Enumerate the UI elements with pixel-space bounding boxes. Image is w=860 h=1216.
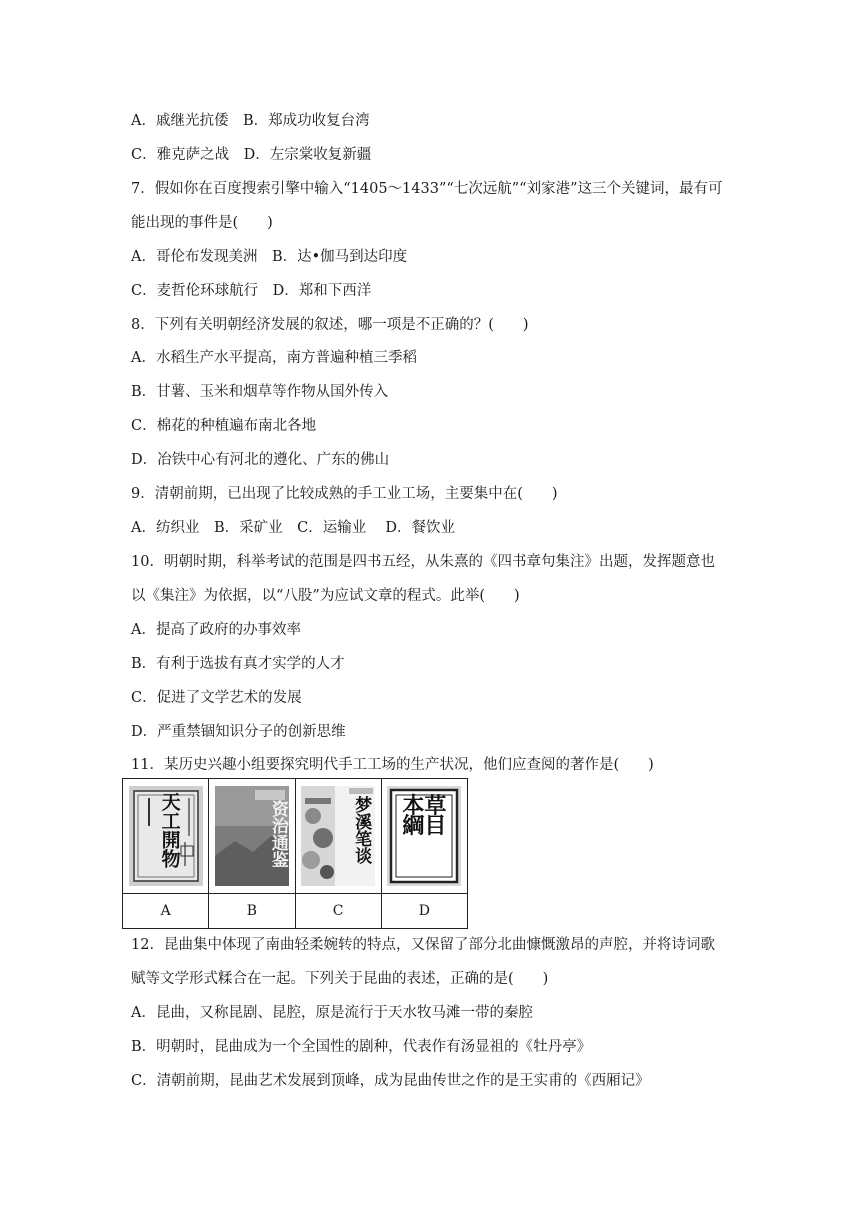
option-12c: C．清朝前期，昆曲艺术发展到顶峰，成为昆曲传世之作的是王实甫的《西厢记》 — [131, 1073, 650, 1089]
book-label-c: C — [295, 894, 381, 929]
question-10-line-2: 以《集注》为依据，以“八股”为应试文章的程式。此举( ) — [131, 588, 520, 604]
question-12-line-1: 12．昆曲集中体现了南曲轻柔婉转的特点，又保留了部分北曲慷慨激昂的声腔，并将诗词歌 — [131, 937, 715, 953]
book-cell-d — [381, 779, 467, 894]
question-7-line-2: 能出现的事件是( ) — [131, 215, 273, 231]
option-line-9: A．纺织业 B．采矿业 C．运输业 D．餐饮业 — [131, 520, 455, 536]
question-12-line-2: 赋等文学形式糅合在一起。下列关于昆曲的表述，正确的是( ) — [131, 971, 549, 987]
option-line-7c: C．麦哲伦环球航行 D．郑和下西洋 — [131, 283, 372, 299]
cover-title-d: 本草綱目 — [402, 793, 447, 839]
cover-title-a: 天工開物 — [158, 792, 181, 868]
option-10c: C．促进了文学艺术的发展 — [131, 690, 302, 706]
option-8a: A．水稻生产水平提高，南方普遍种植三季稻 — [131, 350, 417, 366]
book-options-table — [122, 778, 468, 929]
option-8d: D．冶铁中心有河北的遵化、广东的佛山 — [131, 452, 390, 468]
book-cover-tiangong-kaiwu-icon — [129, 786, 203, 886]
question-8: 8．下列有关明朝经济发展的叙述，哪一项是不正确的？( ) — [131, 317, 529, 333]
option-12b: B．明朝时，昆曲成为一个全国性的剧种，代表作有汤显祖的《牡丹亭》 — [131, 1039, 592, 1055]
book-label-b: B — [209, 894, 295, 929]
option-line-7a: A．哥伦布发现美洲 B．达•伽马到达印度 — [131, 249, 408, 265]
question-10-line-1: 10．明朝时期，科举考试的范围是四书五经，从朱熹的《四书章句集注》出题，发挥题意也 — [131, 554, 715, 570]
option-8c: C．棉花的种植遍布南北各地 — [131, 418, 317, 434]
option-line-6a: A．戚继光抗倭 B．郑成功收复台湾 — [131, 113, 370, 129]
cover-title-c: 梦溪笔谈 — [351, 796, 372, 864]
option-10b: B．有利于选拔有真才实学的人才 — [131, 656, 345, 672]
book-cover-bencao-gangmu-icon — [387, 786, 461, 886]
option-8b: B．甘薯、玉米和烟草等作物从国外传入 — [131, 384, 389, 400]
option-12a: A．昆曲，又称昆剧、昆腔，原是流行于天水牧马滩一带的秦腔 — [131, 1005, 533, 1021]
book-cell-a — [123, 779, 209, 894]
option-line-6c: C．雅克萨之战 D．左宗棠收复新疆 — [131, 147, 372, 163]
book-label-d: D — [381, 894, 467, 929]
book-label-a: A — [123, 894, 209, 929]
book-cell-b — [209, 779, 295, 894]
question-7-line-1: 7．假如你在百度搜索引擎中输入“1405～1433”“七次远航”“刘家港”这三个关键词，最有可 — [131, 181, 723, 197]
cover-title-b: 资治通鉴 — [267, 800, 288, 868]
option-10d: D．严重禁锢知识分子的创新思维 — [131, 724, 346, 740]
book-cover-mengxi-bitan-icon — [301, 786, 375, 886]
question-11: 11．某历史兴趣小组要探究明代手工工场的生产状况，他们应查阅的著作是( ) — [131, 757, 654, 773]
book-cover-zizhi-tongjian-icon — [215, 786, 289, 886]
book-cell-c — [295, 779, 381, 894]
option-10a: A．提高了政府的办事效率 — [131, 622, 301, 638]
question-9: 9．清朝前期，已出现了比较成熟的手工业工场，主要集中在( ) — [131, 486, 558, 502]
